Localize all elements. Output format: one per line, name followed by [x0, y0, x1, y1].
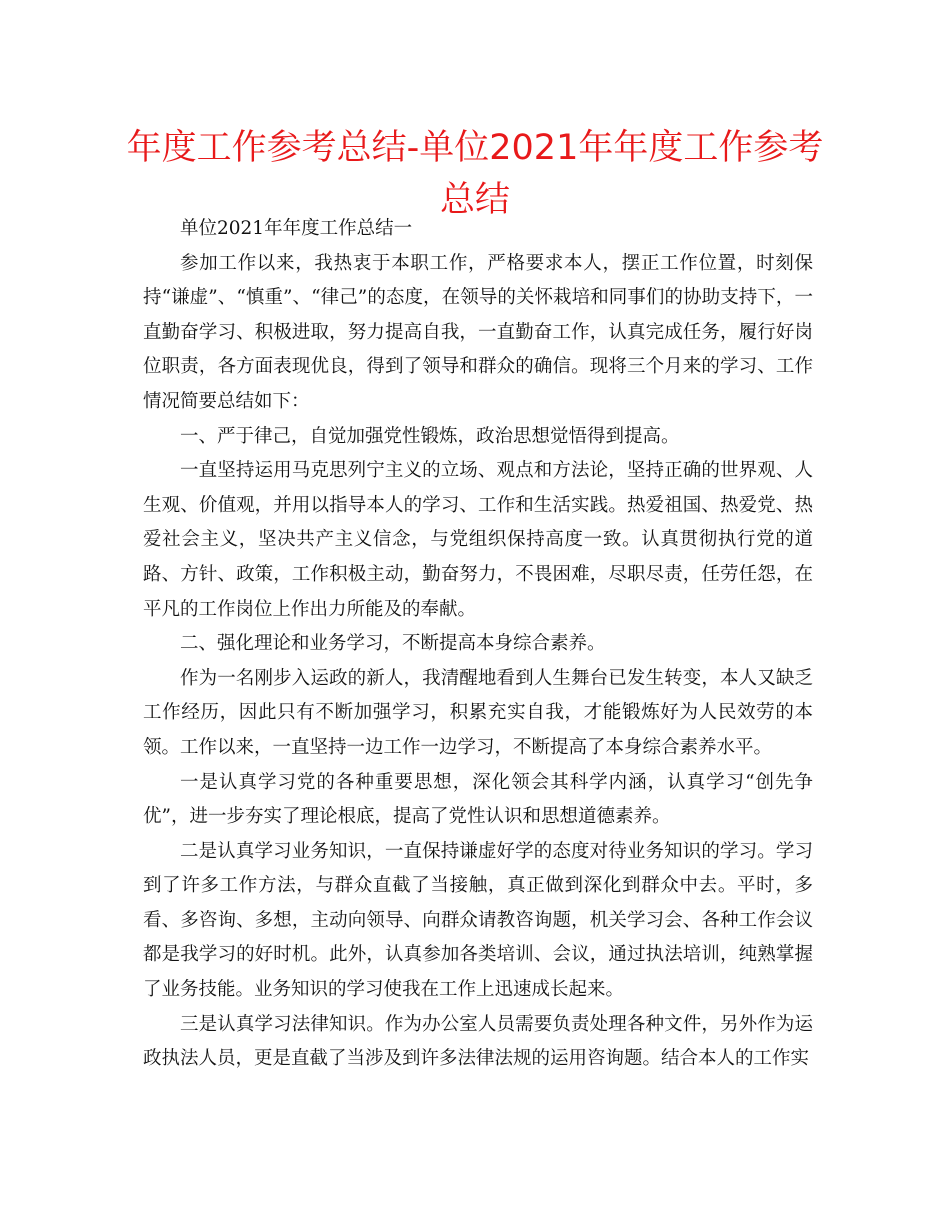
paragraph-heading: 单位2021年年度工作总结一 — [180, 218, 413, 239]
paragraph: 一直坚持运用马克思列宁主义的立场、观点和方法论，坚持正确的世界观、人生观、价值观，并用以指导本人的学习、工作和生活实践。热爱祖国、热爱党、热爱社会主义，坚决共产主义信念，与党组织保持高度一致。认真贯彻执行党的道路、方针、政策，工作积极主动，勤奋努力，不畏困难，尽职尽责，任劳任怨，在平凡的工作岗位上作出力所能及的奉献。 — [143, 460, 813, 620]
paragraph: 作为一名刚步入运政的新人，我清醒地看到人生舞台已发生转变，本人又缺乏工作经历，因此只有不断加强学习，积累充实自我，才能锻炼好为人民效劳的本领。工作以来，一直坚持一边工作一边学习，不断提高了本身综合素养水平。 — [143, 667, 813, 758]
document-body — [143, 212, 813, 1077]
paragraph: 参加工作以来，我热衷于本职工作，严格要求本人，摆正工作位置，时刻保持“谦虚”、“慎重”、“律己”的态度，在领导的关怀栽培和同事们的协助支持下，一直勤奋学习、积极进取，努力提高自我，一直勤奋工作，认真完成任务，履行好岗位职责，各方面表现优良，得到了领导和群众的确信。现将三个月来的学习、工作情况简要总结如下： — [143, 252, 813, 412]
paragraph: 一是认真学习党的各种重要思想，深化领会其科学内涵，认真学习“创先争优”，进一步夯实了理论根底，提高了党性认识和思想道德素养。 — [143, 771, 813, 828]
document-title: 年度工作参考总结-单位2021年年度工作参考总结 — [126, 128, 824, 220]
paragraph: 二、强化理论和业务学习，不断提高本身综合素养。 — [180, 633, 606, 655]
paragraph: 二是认真学习业务知识，一直保持谦虚好学的态度对待业务知识的学习。学习到了许多工作方法，与群众直截了当接触，真正做到深化到群众中去。平时，多看、多咨询、多想，主动向领导、向群众请教咨询题，机关学习会、各种工作会议都是我学习的好时机。此外，认真参加各类培训、会议，通过执法培训，纯熟掌握了业务技能。业务知识的学习使我在工作上迅速成长起来。 — [143, 840, 813, 1001]
paragraph: 三是认真学习法律知识。作为办公室人员需要负责处理各种文件，另外作为运政执法人员，更是直截了当涉及到许多法律法规的运用咨询题。结合本人的工作实 — [143, 1013, 813, 1070]
paragraph: 一、严于律己，自觉加强党性锻炼，政治思想觉悟得到提高。 — [180, 425, 680, 447]
